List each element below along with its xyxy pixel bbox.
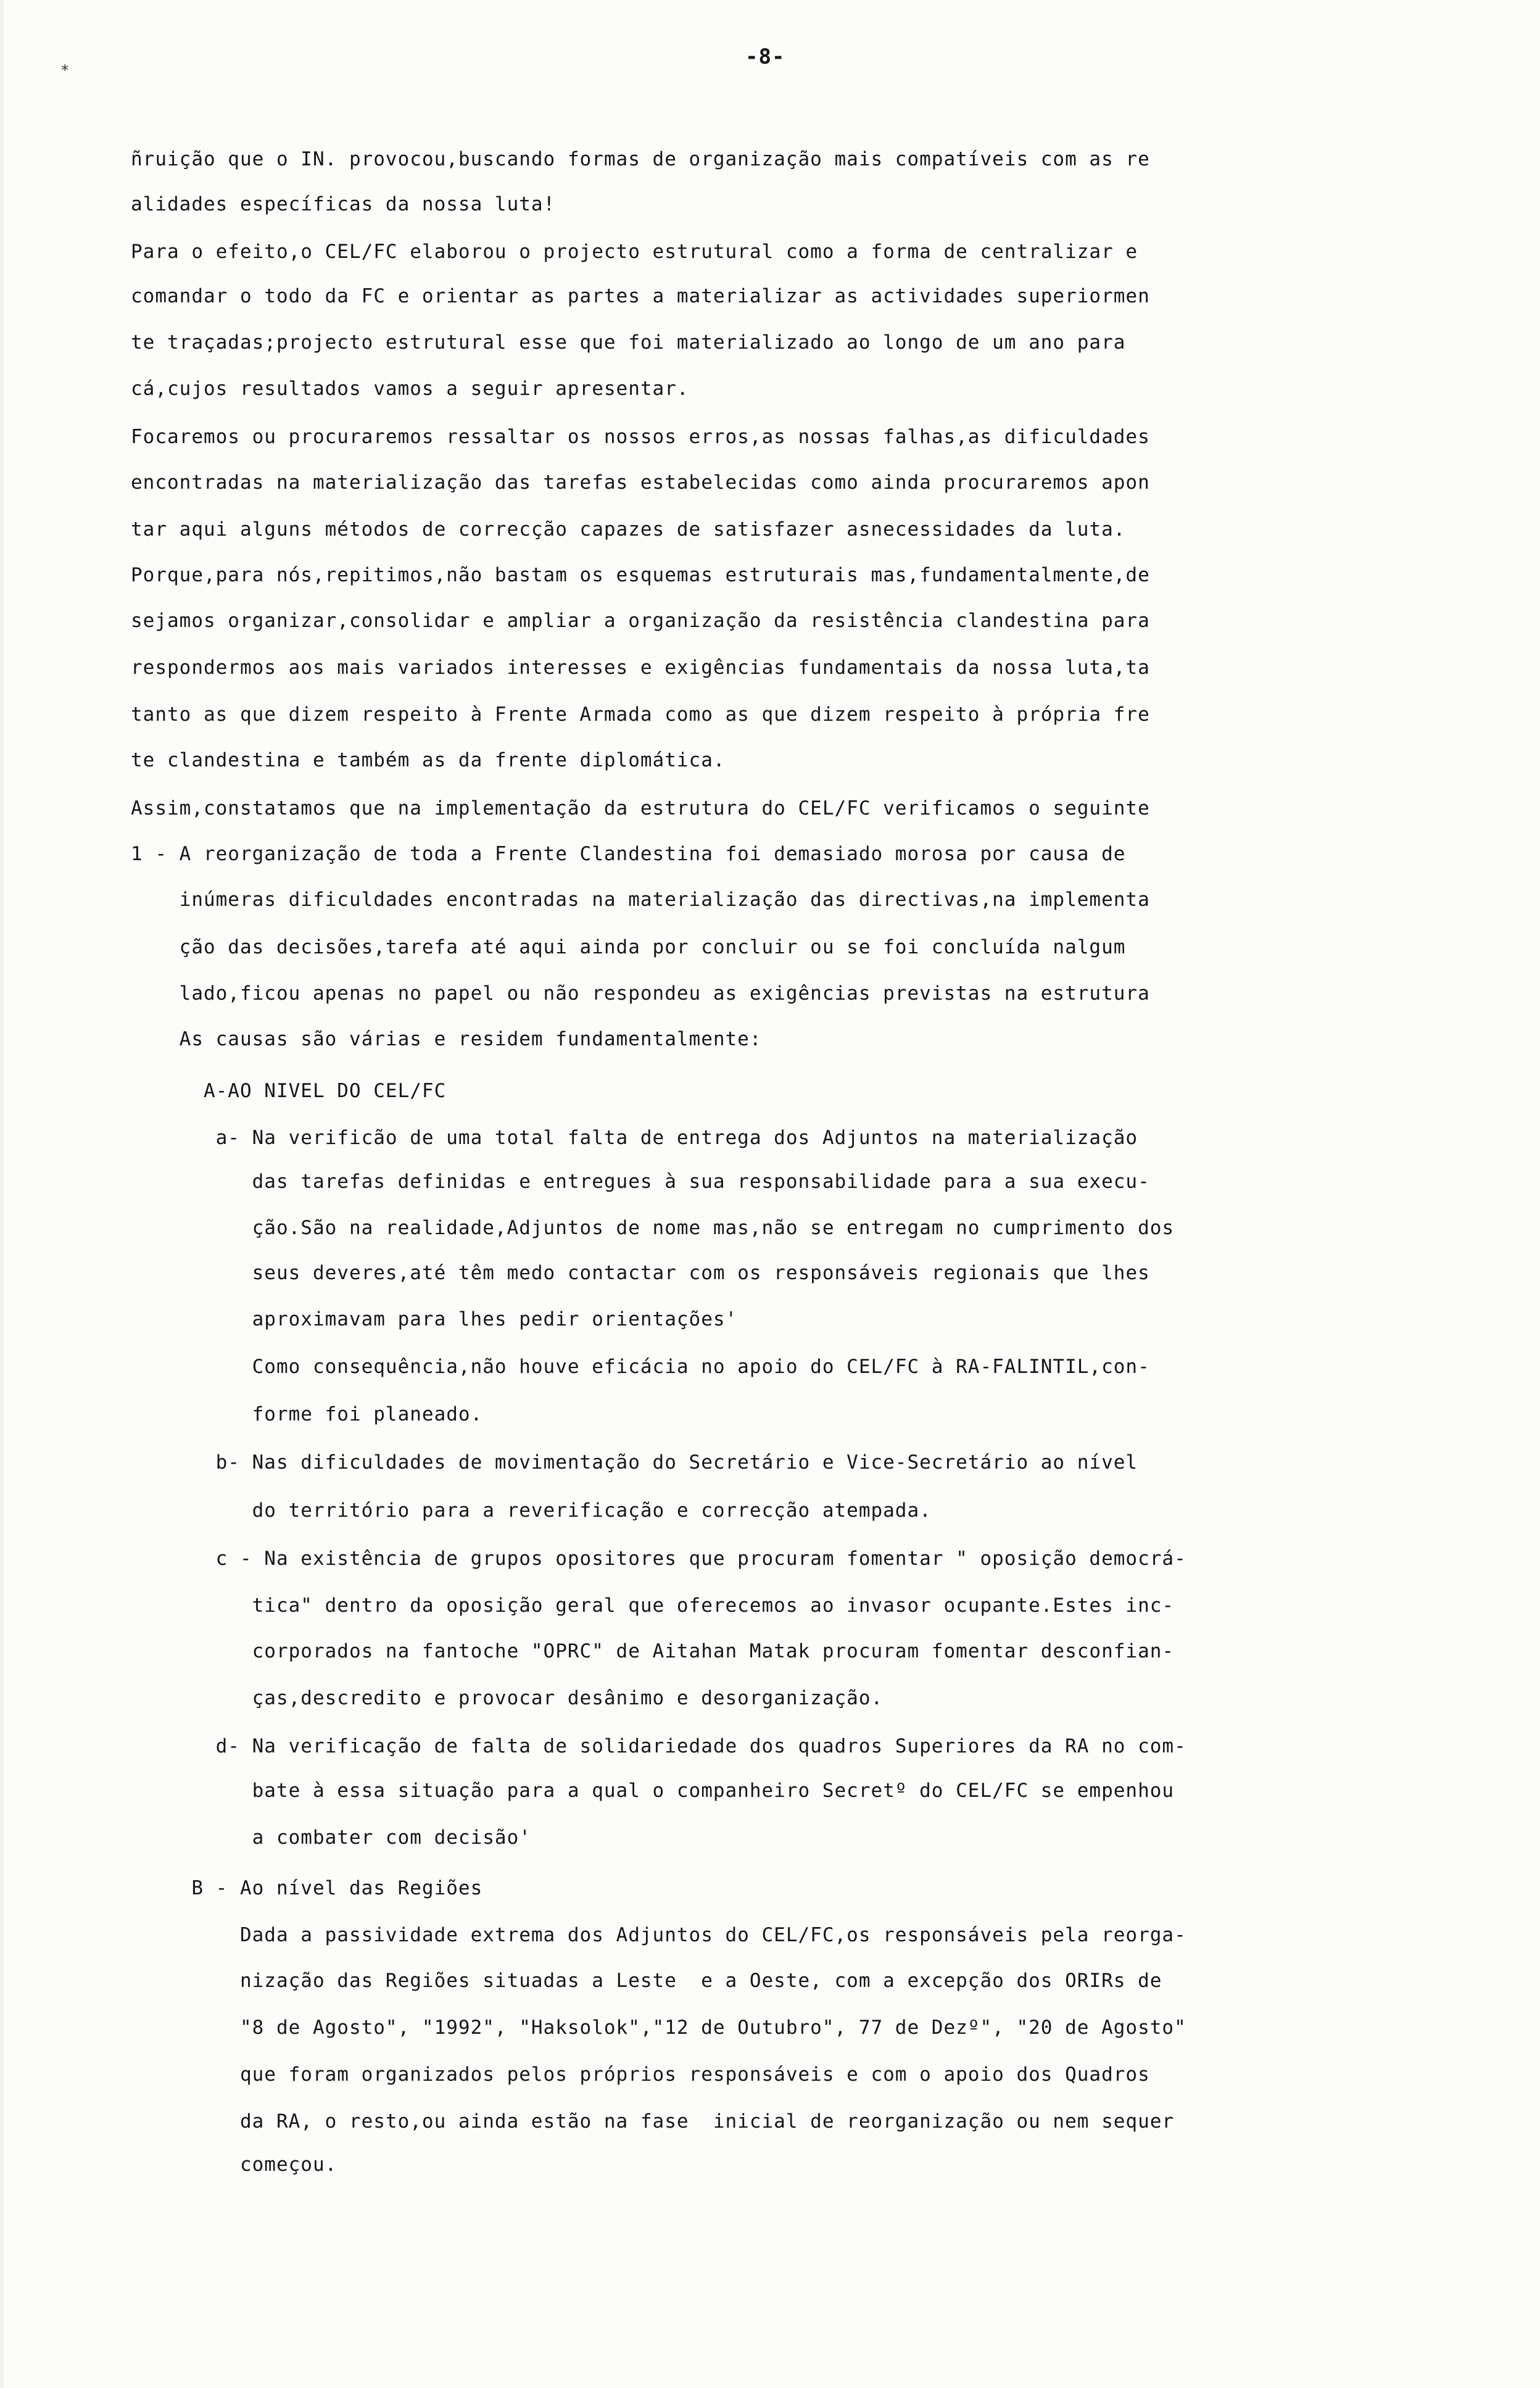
text-line: B - Ao nível das Regiões bbox=[131, 1877, 483, 1899]
page-number: -8- bbox=[745, 44, 785, 69]
text-line: das tarefas definidas e entregues à sua responsabilidade para a sua execu- bbox=[131, 1171, 1150, 1193]
text-line: ção.São na realidade,Adjuntos de nome mas,não se entregam no cumprimento dos bbox=[131, 1217, 1175, 1239]
text-line: Assim,constatamos que na implementação da estrutura do CEL/FC verificamos o seguinte bbox=[131, 797, 1150, 819]
text-line: tanto as que dizem respeito à Frente Armada como as que dizem respeito à própria fre bbox=[131, 703, 1150, 726]
text-line: ças,descredito e provocar desânimo e desorganização. bbox=[131, 1687, 884, 1709]
text-line: Porque,para nós,repitimos,não bastam os esquemas estruturais mas,fundamentalmente,de bbox=[131, 564, 1150, 586]
corner-mark: * bbox=[60, 62, 70, 79]
text-line: cá,cujos resultados vamos a seguir apresentar. bbox=[131, 378, 689, 400]
text-line: "8 de Agosto", "1992", "Haksolok","12 de Outubro", 77 de Dezº", "20 de Agosto" bbox=[131, 2017, 1186, 2039]
text-line: forme foi planeado. bbox=[131, 1403, 483, 1425]
text-line: nização das Regiões situadas a Leste e a Oeste, com a excepção dos ORIRs de bbox=[131, 1970, 1162, 1992]
text-line: do território para a reverificação e correcção atempada. bbox=[131, 1499, 932, 1522]
text-line: te clandestina e também as da frente diplomática. bbox=[131, 749, 726, 771]
text-line: inúmeras dificuldades encontradas na materialização das directivas,na implementa bbox=[131, 889, 1150, 911]
text-line: seus deveres,até têm medo contactar com os responsáveis regionais que lhes bbox=[131, 1262, 1150, 1284]
text-line: corporados na fantoche "OPRC" de Aitahan Matak procuram fomentar desconfian- bbox=[131, 1640, 1175, 1662]
text-line: tica" dentro da oposição geral que oferecemos ao invasor ocupante.Estes inc- bbox=[131, 1594, 1175, 1617]
text-line: Focaremos ou procuraremos ressaltar os nossos erros,as nossas falhas,as dificuldades bbox=[131, 426, 1150, 448]
text-line: da RA, o resto,ou ainda estão na fase inicial de reorganização ou nem sequer bbox=[131, 2110, 1175, 2133]
text-line: d- Na verificação de falta de solidariedade dos quadros Superiores da RA no com- bbox=[131, 1735, 1186, 1757]
text-line: lado,ficou apenas no papel ou não respondeu as exigências previstas na estrutura bbox=[131, 982, 1150, 1005]
text-line: que foram organizados pelos próprios responsáveis e com o apoio dos Quadros bbox=[131, 2063, 1150, 2086]
text-line: Como consequência,não houve eficácia no apoio do CEL/FC à RA-FALINTIL,con- bbox=[131, 1356, 1150, 1378]
text-line: c - Na existência de grupos opositores que procuram fomentar " oposição democrá- bbox=[131, 1548, 1186, 1570]
text-line: ção das decisões,tarefa até aqui ainda por concluir ou se foi concluída nalgum bbox=[131, 936, 1126, 958]
text-line: ñruição que o IN. provocou,buscando formas de organização mais compatíveis com as re bbox=[131, 148, 1150, 170]
text-line: alidades específicas da nossa luta! bbox=[131, 193, 556, 215]
text-line: As causas são várias e residem fundamentalmente: bbox=[131, 1028, 762, 1050]
scan-edge bbox=[0, 0, 4, 2388]
text-line: b- Nas dificuldades de movimentação do Secretário e Vice-Secretário ao nível bbox=[131, 1451, 1138, 1474]
text-line: a- Na verificão de uma total falta de entrega dos Adjuntos na materialização bbox=[131, 1127, 1138, 1149]
text-line: Para o efeito,o CEL/FC elaborou o projecto estrutural como a forma de centralizar e bbox=[131, 241, 1138, 263]
text-line: respondermos aos mais variados interesses e exigências fundamentais da nossa luta,ta bbox=[131, 657, 1150, 679]
text-line: te traçadas;projecto estrutural esse que foi materializado ao longo de um ano para bbox=[131, 331, 1126, 354]
text-line: Dada a passividade extrema dos Adjuntos do CEL/FC,os responsáveis pela reorga- bbox=[131, 1924, 1186, 1946]
text-line: comandar o todo da FC e orientar as partes a materializar as actividades superiormen bbox=[131, 285, 1150, 307]
text-line: A-AO NIVEL DO CEL/FC bbox=[131, 1080, 447, 1102]
text-line: sejamos organizar,consolidar e ampliar a organização da resistência clandestina para bbox=[131, 610, 1150, 632]
text-line: aproximavam para lhes pedir orientações' bbox=[131, 1308, 738, 1330]
text-line: a combater com decisão' bbox=[131, 1826, 531, 1849]
text-line: encontradas na materialização das tarefas estabelecidas como ainda procuraremos apon bbox=[131, 471, 1150, 494]
text-line: bate à essa situação para a qual o companheiro Secretº do CEL/FC se empenhou bbox=[131, 1780, 1175, 1802]
text-line: começou. bbox=[131, 2154, 337, 2176]
text-line: 1 - A reorganização de toda a Frente Clandestina foi demasiado morosa por causa de bbox=[131, 843, 1126, 865]
text-line: tar aqui alguns métodos de correcção capazes de satisfazer asnecessidades da luta. bbox=[131, 518, 1126, 541]
